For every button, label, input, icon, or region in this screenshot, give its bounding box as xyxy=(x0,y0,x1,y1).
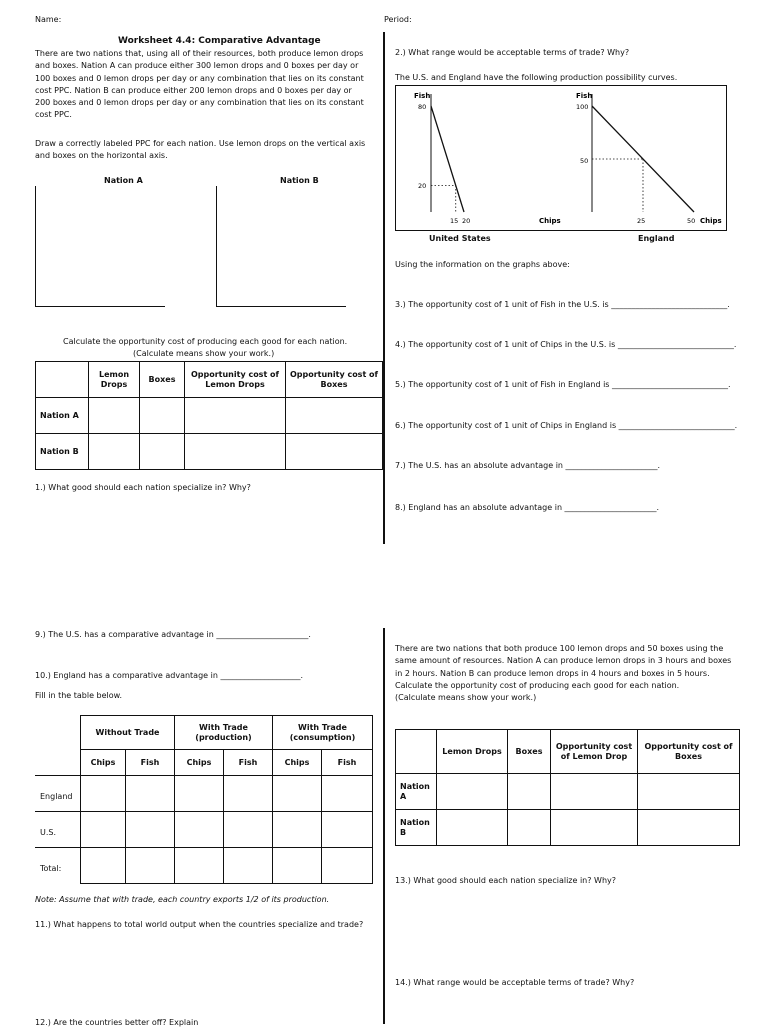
us-y-tick-label: 80 xyxy=(418,103,427,111)
row-label-nation-b: Nation B xyxy=(396,810,437,846)
table-header-cell: Lemon Drops xyxy=(437,730,508,774)
table-sub-header: Fish xyxy=(322,750,373,776)
table-header-cell: Boxes xyxy=(140,362,185,398)
calc-note: (Calculate means show your work.) xyxy=(133,349,275,358)
table-sub-header: Fish xyxy=(126,750,175,776)
question-1: 1.) What good should each nation specialize in? Why? xyxy=(35,483,251,492)
question-12: 12.) Are the countries better off? Explain xyxy=(35,1018,199,1027)
england-y-tick-label: 100 xyxy=(576,103,589,111)
nation-b-x-axis xyxy=(216,306,346,307)
question-13: 13.) What good should each nation specialize in? Why? xyxy=(395,876,617,885)
row-divider xyxy=(35,775,80,776)
table-header-cell: Opportunity cost of Boxes xyxy=(286,362,383,398)
question-7: 7.) The U.S. has an absolute advantage in _______________________. xyxy=(395,461,661,470)
answer-cell[interactable] xyxy=(437,810,508,846)
opportunity-cost-table-1 xyxy=(35,361,383,470)
row-label-nation-a: Nation A xyxy=(36,398,89,434)
answer-cell[interactable] xyxy=(140,398,185,434)
question-2: 2.) What range would be acceptable terms of trade? Why? xyxy=(395,48,630,57)
table-row xyxy=(81,812,373,848)
ppc-intro: The U.S. and England have the following production possibility curves. xyxy=(395,73,678,82)
answer-cell[interactable] xyxy=(273,776,322,812)
row-label-us: U.S. xyxy=(40,828,57,837)
table-row xyxy=(81,776,373,812)
nation-b-label: Nation B xyxy=(280,176,319,185)
answer-cell[interactable] xyxy=(322,776,373,812)
answer-cell[interactable] xyxy=(437,774,508,810)
nation-a-y-axis xyxy=(35,186,36,307)
answer-cell[interactable] xyxy=(175,848,224,884)
table-group-header: With Trade (production) xyxy=(175,716,273,750)
answer-cell[interactable] xyxy=(286,434,383,470)
row-label-nation-a: Nation A xyxy=(396,774,437,810)
answer-cell[interactable] xyxy=(224,812,273,848)
answer-cell[interactable] xyxy=(126,848,175,884)
answer-cell[interactable] xyxy=(185,398,286,434)
answer-cell[interactable] xyxy=(81,812,126,848)
trade-table xyxy=(80,715,373,884)
england-chart-title: England xyxy=(638,234,675,243)
trade-note: Note: Assume that with trade, each country exports 1/2 of its production. xyxy=(35,895,330,904)
answer-cell[interactable] xyxy=(89,398,140,434)
england-x-tick-label: 25 xyxy=(637,217,646,225)
question-6: 6.) The opportunity cost of 1 unit of Chips in England is _____________________________. xyxy=(395,421,738,430)
row-label-nation-b: Nation B xyxy=(36,434,89,470)
question-8: 8.) England has an absolute advantage in _______________________. xyxy=(395,503,660,512)
answer-cell[interactable] xyxy=(273,812,322,848)
us-x-tick-label: 15 xyxy=(450,217,459,225)
table-group-header: Without Trade xyxy=(81,716,175,750)
answer-cell[interactable] xyxy=(551,774,638,810)
us-x-axis-label: Chips xyxy=(539,217,561,225)
table-row xyxy=(81,848,373,884)
question-14: 14.) What range would be acceptable terms of trade? Why? xyxy=(395,978,635,987)
table-header-cell: Opportunity cost of Lemon Drops xyxy=(185,362,286,398)
answer-cell[interactable] xyxy=(126,812,175,848)
table-group-header: With Trade (consumption) xyxy=(273,716,373,750)
calc-note-2: (Calculate means show your work.) xyxy=(395,693,537,702)
fill-table-instruction: Fill in the table below. xyxy=(35,691,123,700)
question-3: 3.) The opportunity cost of 1 unit of Fish in the U.S. is _____________________________. xyxy=(395,300,730,309)
nation-b-y-axis xyxy=(216,186,217,307)
answer-cell[interactable] xyxy=(126,776,175,812)
answer-cell[interactable] xyxy=(286,398,383,434)
period-label: Period: xyxy=(384,15,412,24)
row-label-england: England xyxy=(40,792,73,801)
answer-cell[interactable] xyxy=(81,776,126,812)
answer-cell[interactable] xyxy=(81,848,126,884)
us-ppc-line xyxy=(431,106,464,212)
table-header-cell xyxy=(36,362,89,398)
table-sub-header: Chips xyxy=(81,750,126,776)
intro-paragraph: There are two nations that, using all of their resources, both produce lemon drops and boxes. Nation A can produce either 300 lemon drops and 0 boxes per day or 100 boxes and 0 lemon drops per day or any combination that lies on its constant cost PPC. Nation B can produce either 200 lemon drops and 0 boxes per day or 200 boxes and 0 lemon drops per day or any combination that lies on its constant cost PPC. xyxy=(35,49,364,120)
answer-cell[interactable] xyxy=(175,776,224,812)
us-y-tick-label: 20 xyxy=(418,182,427,190)
answer-cell[interactable] xyxy=(322,812,373,848)
answer-cell[interactable] xyxy=(508,810,551,846)
england-y-axis-label: Fish xyxy=(576,92,593,100)
calc-instruction: Calculate the opportunity cost of producing each good for each nation. xyxy=(63,337,348,346)
ppc-charts xyxy=(396,86,726,230)
row-label-total: Total: xyxy=(40,864,62,873)
answer-cell[interactable] xyxy=(551,810,638,846)
opportunity-cost-table-2 xyxy=(395,729,740,846)
answer-cell[interactable] xyxy=(638,774,740,810)
question-11: 11.) What happens to total world output when the countries specialize and trade? xyxy=(35,920,364,929)
ppc-charts-frame xyxy=(395,85,727,231)
answer-cell[interactable] xyxy=(273,848,322,884)
row-divider xyxy=(35,811,80,812)
worksheet-title: Worksheet 4.4: Comparative Advantage xyxy=(118,36,321,46)
answer-cell[interactable] xyxy=(322,848,373,884)
us-chart-title: United States xyxy=(429,234,491,243)
question-5: 5.) The opportunity cost of 1 unit of Fish in England is _____________________________. xyxy=(395,380,731,389)
table-row xyxy=(396,774,740,810)
table-header-cell: Lemon Drops xyxy=(89,362,140,398)
table-header-cell: Opportunity cost of Boxes xyxy=(638,730,740,774)
column-divider-bottom xyxy=(383,628,385,1024)
england-x-tick-label: 50 xyxy=(687,217,696,225)
question-4: 4.) The opportunity cost of 1 unit of Chips in the U.S. is _____________________________. xyxy=(395,340,737,349)
table-header-cell xyxy=(396,730,437,774)
draw-instruction: Draw a correctly labeled PPC for each nation. Use lemon drops on the vertical axis and boxes on the horizontal axis. xyxy=(35,139,366,161)
england-y-tick-label: 50 xyxy=(580,157,589,165)
answer-cell[interactable] xyxy=(175,812,224,848)
table-row xyxy=(36,434,383,470)
answer-cell[interactable] xyxy=(185,434,286,470)
question-9: 9.) The U.S. has a comparative advantage in _______________________. xyxy=(35,630,311,639)
question-10: 10.) England has a comparative advantage in ____________________. xyxy=(35,671,303,680)
table-sub-header: Chips xyxy=(273,750,322,776)
us-x-tick-label: 20 xyxy=(462,217,471,225)
row-divider xyxy=(35,847,80,848)
name-label: Name: xyxy=(35,15,62,24)
us-y-axis-label: Fish xyxy=(414,92,431,100)
england-x-axis-label: Chips xyxy=(700,217,722,225)
table-header-cell: Boxes xyxy=(508,730,551,774)
table-sub-header: Chips xyxy=(175,750,224,776)
nation-a-x-axis xyxy=(35,306,165,307)
answer-cell[interactable] xyxy=(224,848,273,884)
table-row xyxy=(396,810,740,846)
column-divider-top xyxy=(383,32,385,544)
answer-cell[interactable] xyxy=(140,434,185,470)
answer-cell[interactable] xyxy=(638,810,740,846)
answer-cell[interactable] xyxy=(508,774,551,810)
nations-intro: There are two nations that both produce 100 lemon drops and 50 boxes using the same amount of resources. Nation A can produce lemon drops in 3 hours and boxes in 2 hours. Nation B can produce lemon drops in 4 hours and boxes in 5 hours. Calculate the opportunity cost of producing each good for each nation. xyxy=(395,644,732,690)
table-row xyxy=(36,398,383,434)
nation-a-label: Nation A xyxy=(104,176,143,185)
answer-cell[interactable] xyxy=(224,776,273,812)
table-header-cell: Opportunity cost of Lemon Drop xyxy=(551,730,638,774)
answer-cell[interactable] xyxy=(89,434,140,470)
table-sub-header: Fish xyxy=(224,750,273,776)
using-info: Using the information on the graphs above: xyxy=(395,260,570,269)
